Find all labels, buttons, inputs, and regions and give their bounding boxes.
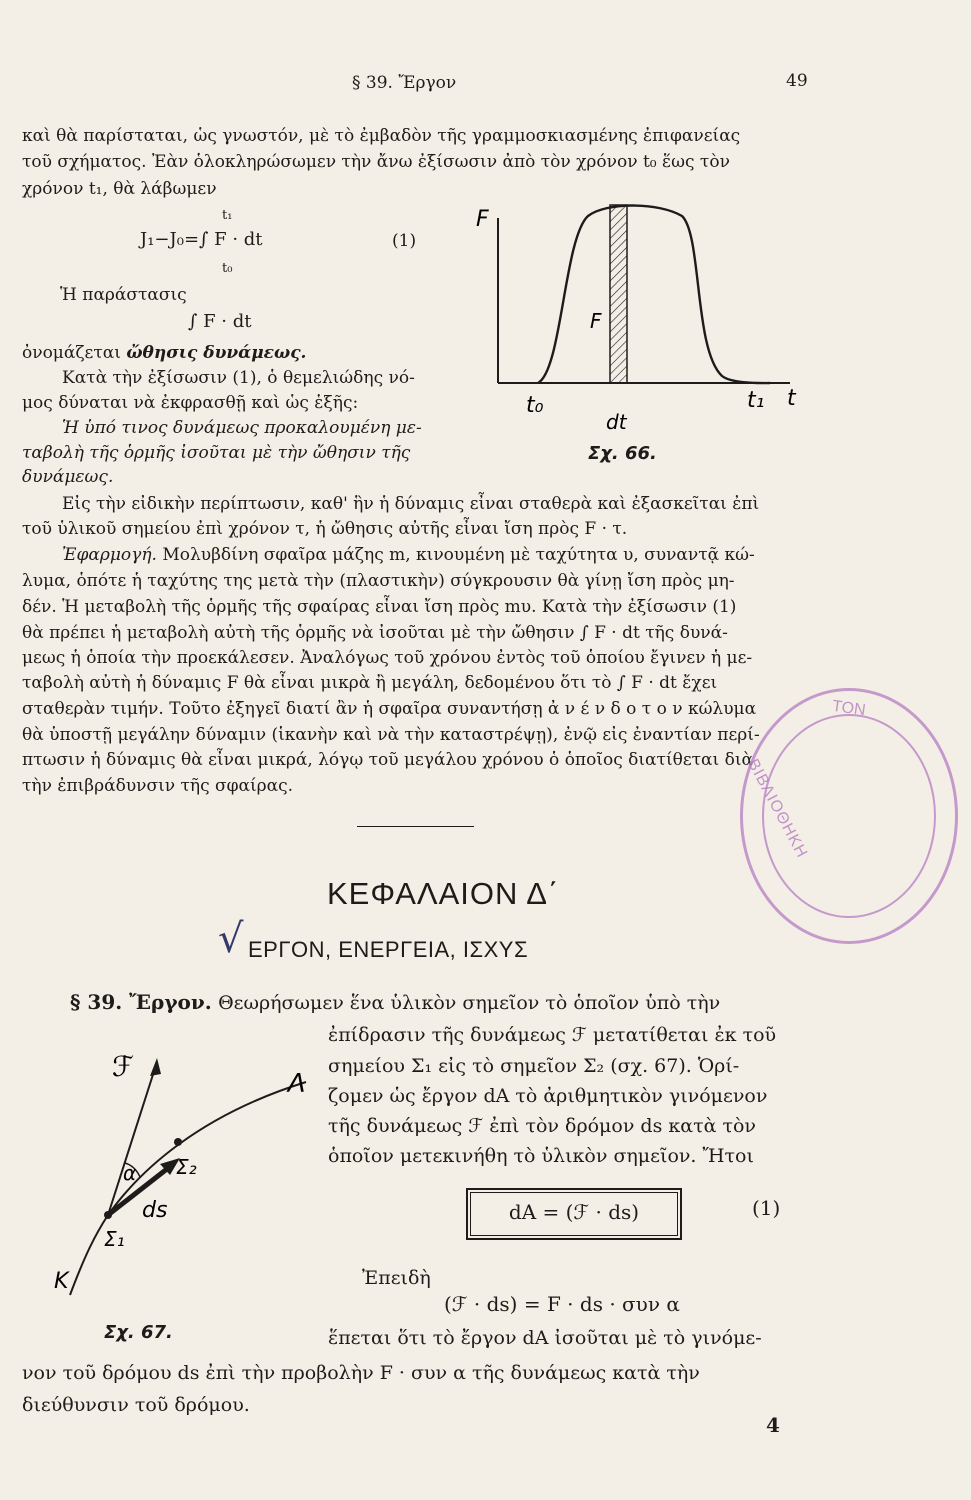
force-curve [538, 206, 770, 384]
axis-label-F: F [476, 207, 489, 232]
text-line: Εἰς τὴν εἰδικὴν περίπτωσιν, καθ' ἣν ἡ δύναμις εἶναι σταθερὰ καὶ ἐξασκεῖται ἐπὶ [62, 494, 760, 514]
figure-66-caption: Σχ. 66. [588, 443, 657, 464]
section-label: § 39. Ἔργον. [70, 990, 212, 1014]
force-vector [108, 1062, 157, 1215]
text-line: θὰ πρέπει ἡ μεταβολὴ αὐτὴ τῆς ὁρμῆς νὰ ἰσοῦται μὲ τὴν ὤθησιν ∫ F · dt τῆς δυνά- [22, 623, 728, 643]
figure-67-caption: Σχ. 67. [104, 1322, 173, 1343]
text-line: ἕπεται ὅτι τὸ ἔργον dA ἰσοῦται μὲ τὸ γινόμε- [328, 1327, 762, 1349]
text-line: τῆς δυνάμεως ℱ ἐπὶ τὸν δρόμον ds κατὰ τὸν [328, 1115, 756, 1137]
text-line: σημείου Σ₁ εἰς τὸ σημεῖον Σ₂ (σχ. 67). Ὁρί- [328, 1055, 740, 1077]
law-statement: δυνάμεως. [22, 467, 114, 487]
text-line: διεύθυνσιν τοῦ δρόμου. [22, 1394, 250, 1416]
label-ds: ds [142, 1198, 168, 1223]
text-line: ὁποῖον μετεκινήθη τὸ ὑλικὸν σημεῖον. Ἤτοι [328, 1145, 754, 1167]
text-segment: Θεωρήσωμεν ἕνα ὑλικὸν σημεῖον τὸ ὁποῖον ὑπὸ τὴν [218, 992, 721, 1014]
formula-number: (1) [752, 1196, 781, 1220]
text-line: τοῦ σχήματος. Ἐὰν ὁλοκληρώσωμεν τὴν ἄνω ἐξίσωσιν ἀπὸ τὸν χρόνον t₀ ἕως τὸν [22, 152, 730, 172]
label-t: t [787, 386, 796, 411]
application-label: Ἐφαρμογή. [62, 545, 157, 565]
label-t1: t₁ [747, 388, 765, 413]
projection-formula: (ℱ · ds) = F · ds · συν α [444, 1292, 680, 1316]
text-segment: ὀνομάζεται [22, 343, 121, 363]
page-number: 49 [786, 71, 808, 91]
text-line [62, 542, 755, 568]
label-t0: t₀ [526, 393, 544, 418]
label-alpha: α [123, 1161, 137, 1185]
text-line: τὴν ἐπιβράδυνσιν τῆς σφαίρας. [22, 776, 294, 796]
work-definition-box: dA = (ℱ · ds) [466, 1188, 682, 1240]
text-segment: Μολυβδίνη σφαῖρα μάζης m, κινουμένη μὲ ταχύτητα υ, συναντᾷ κώ- [162, 545, 755, 565]
text-line: τοῦ ὑλικοῦ σημείου ἐπὶ χρόνον τ, ἡ ὤθησις αὐτῆς εἶναι ἴση πρὸς F · τ. [22, 519, 628, 539]
chapter-subtitle: ΕΡΓΟΝ, ΕΝΕΡΓΕΙΑ, ΙΣΧΥΣ [248, 937, 529, 962]
text-line: ζομεν ὡς ἔργον dA τὸ ἀριθμητικὸν γινόμενον [328, 1085, 768, 1107]
running-title: § 39. Ἔργον [352, 73, 457, 93]
impulse-expression: ∫ F · dt [188, 311, 252, 332]
signature-mark: 4 [766, 1413, 780, 1437]
equation-number: (1) [392, 231, 417, 251]
text-line: νον τοῦ δρόμου ds ἐπὶ τὴν προβολὴν F · συν α τῆς δυνάμεως κατὰ τὴν [22, 1362, 700, 1384]
text-line: μεως ἡ ὁποία τὴν προεκάλεσεν. Ἀναλόγως τοῦ χρόνου ἐντὸς τοῦ ὁποίου ἔγινεν ἡ με- [22, 648, 753, 668]
text-line: ταβολὴ αὐτὴ ἡ δύναμις F θὰ εἶναι μικρὰ ἢ μεγάλη, δεδομένου ὅτι τὸ ∫ F · dt ἔχει [22, 673, 718, 693]
text-line: Ἡ παράστασις [60, 285, 187, 305]
chapter-title: ΚΕΦΑΛΑΙΟΝ Δ΄ [327, 876, 560, 911]
law-statement: ταβολὴ τῆς ὁρμῆς ἰσοῦται μὲ τὴν ὤθησιν τῆς [22, 443, 411, 463]
text-line: σταθερὰν τιμήν. Τοῦτο ἐξηγεῖ διατί ἂν ἡ σφαῖρα συναντήσῃ ἀ ν έ ν δ ο τ ο ν κώλυμα [22, 699, 757, 719]
label-Lambda: Λ [288, 1069, 306, 1099]
law-statement: Ἡ ὑπό τινος δυνάμεως προκαλουμένη με- [62, 418, 422, 438]
figure-67-work-diagram [40, 1040, 320, 1300]
text-line: καὶ θὰ παρίσταται, ὡς γνωστόν, μὲ τὸ ἐμβαδὸν τῆς γραμμοσκιασμένης ἐπιφανείας [22, 126, 741, 146]
stamp-text-top: ΤΟΝ [831, 697, 867, 720]
label-sigma1: Σ₁ [104, 1227, 125, 1251]
figure-66-impulse-graph [470, 200, 810, 470]
label-K: K [54, 1269, 69, 1294]
term-impulse: ὤθησις δυνάμεως. [126, 343, 307, 363]
text-line: ἐπίδρασιν τῆς δυνάμεως ℱ μετατίθεται ἐκ τοῦ [328, 1024, 777, 1046]
integral-upper-limit: t₁ [222, 208, 233, 223]
text-line: πτωσιν ἡ δύναμις θὰ εἶναι μικρά, λόγῳ τοῦ μεγάλου χρόνου ὁ ὁποῖος διατίθεται διὰ [22, 750, 753, 770]
strip-label-F: F [590, 309, 602, 333]
trajectory-curve [70, 1082, 306, 1295]
hatched-strip [610, 205, 627, 383]
equation-impulse: J₁−J₀=∫ F · dt [140, 229, 263, 250]
stamp-text-side: ΒΙΒΛΙΟΘΗΚΗ [744, 756, 811, 862]
text-line: Ἐπειδὴ [362, 1267, 431, 1289]
point-sigma2 [174, 1138, 182, 1146]
text-line: δέν. Ἡ μεταβολὴ τῆς ὁρμῆς τῆς σφαίρας εἶναι ἴση πρὸς mυ. Κατὰ τὴν ἐξίσωσιν (1) [22, 597, 737, 617]
label-sigma2: Σ₂ [176, 1155, 197, 1179]
text-line: Κατὰ τὴν ἐξίσωσιν (1), ὁ θεμελιώδης νό- [62, 368, 415, 388]
force-arrowhead [150, 1058, 161, 1076]
point-sigma1 [104, 1211, 112, 1219]
section-divider [357, 826, 474, 827]
label-dt: dt [606, 410, 627, 434]
text-line: μος δύναται νὰ ἐκφρασθῇ καὶ ὡς ἑξῆς: [22, 393, 359, 413]
pen-check-mark: √ [218, 916, 244, 962]
integral-lower-limit: t₀ [222, 261, 233, 276]
text-line: χρόνον t₁, θὰ λάβωμεν [22, 179, 217, 199]
label-force: ℱ [112, 1050, 135, 1083]
text-line: λυμα, ὁπότε ἡ ταχύτης της μετὰ τὴν (πλαστικὴν) σύγκρουσιν θὰ γίνῃ ἴση πρὸς μη- [22, 571, 735, 591]
section-39-line [70, 986, 720, 1019]
text-line [22, 340, 306, 366]
text-line: θὰ ὑποστῇ μεγάλην δύναμιν (ἱκανὴν καὶ νὰ τὴν καταστρέψῃ), ἐνῷ εἰς ἐναντίαν περί- [22, 725, 760, 745]
